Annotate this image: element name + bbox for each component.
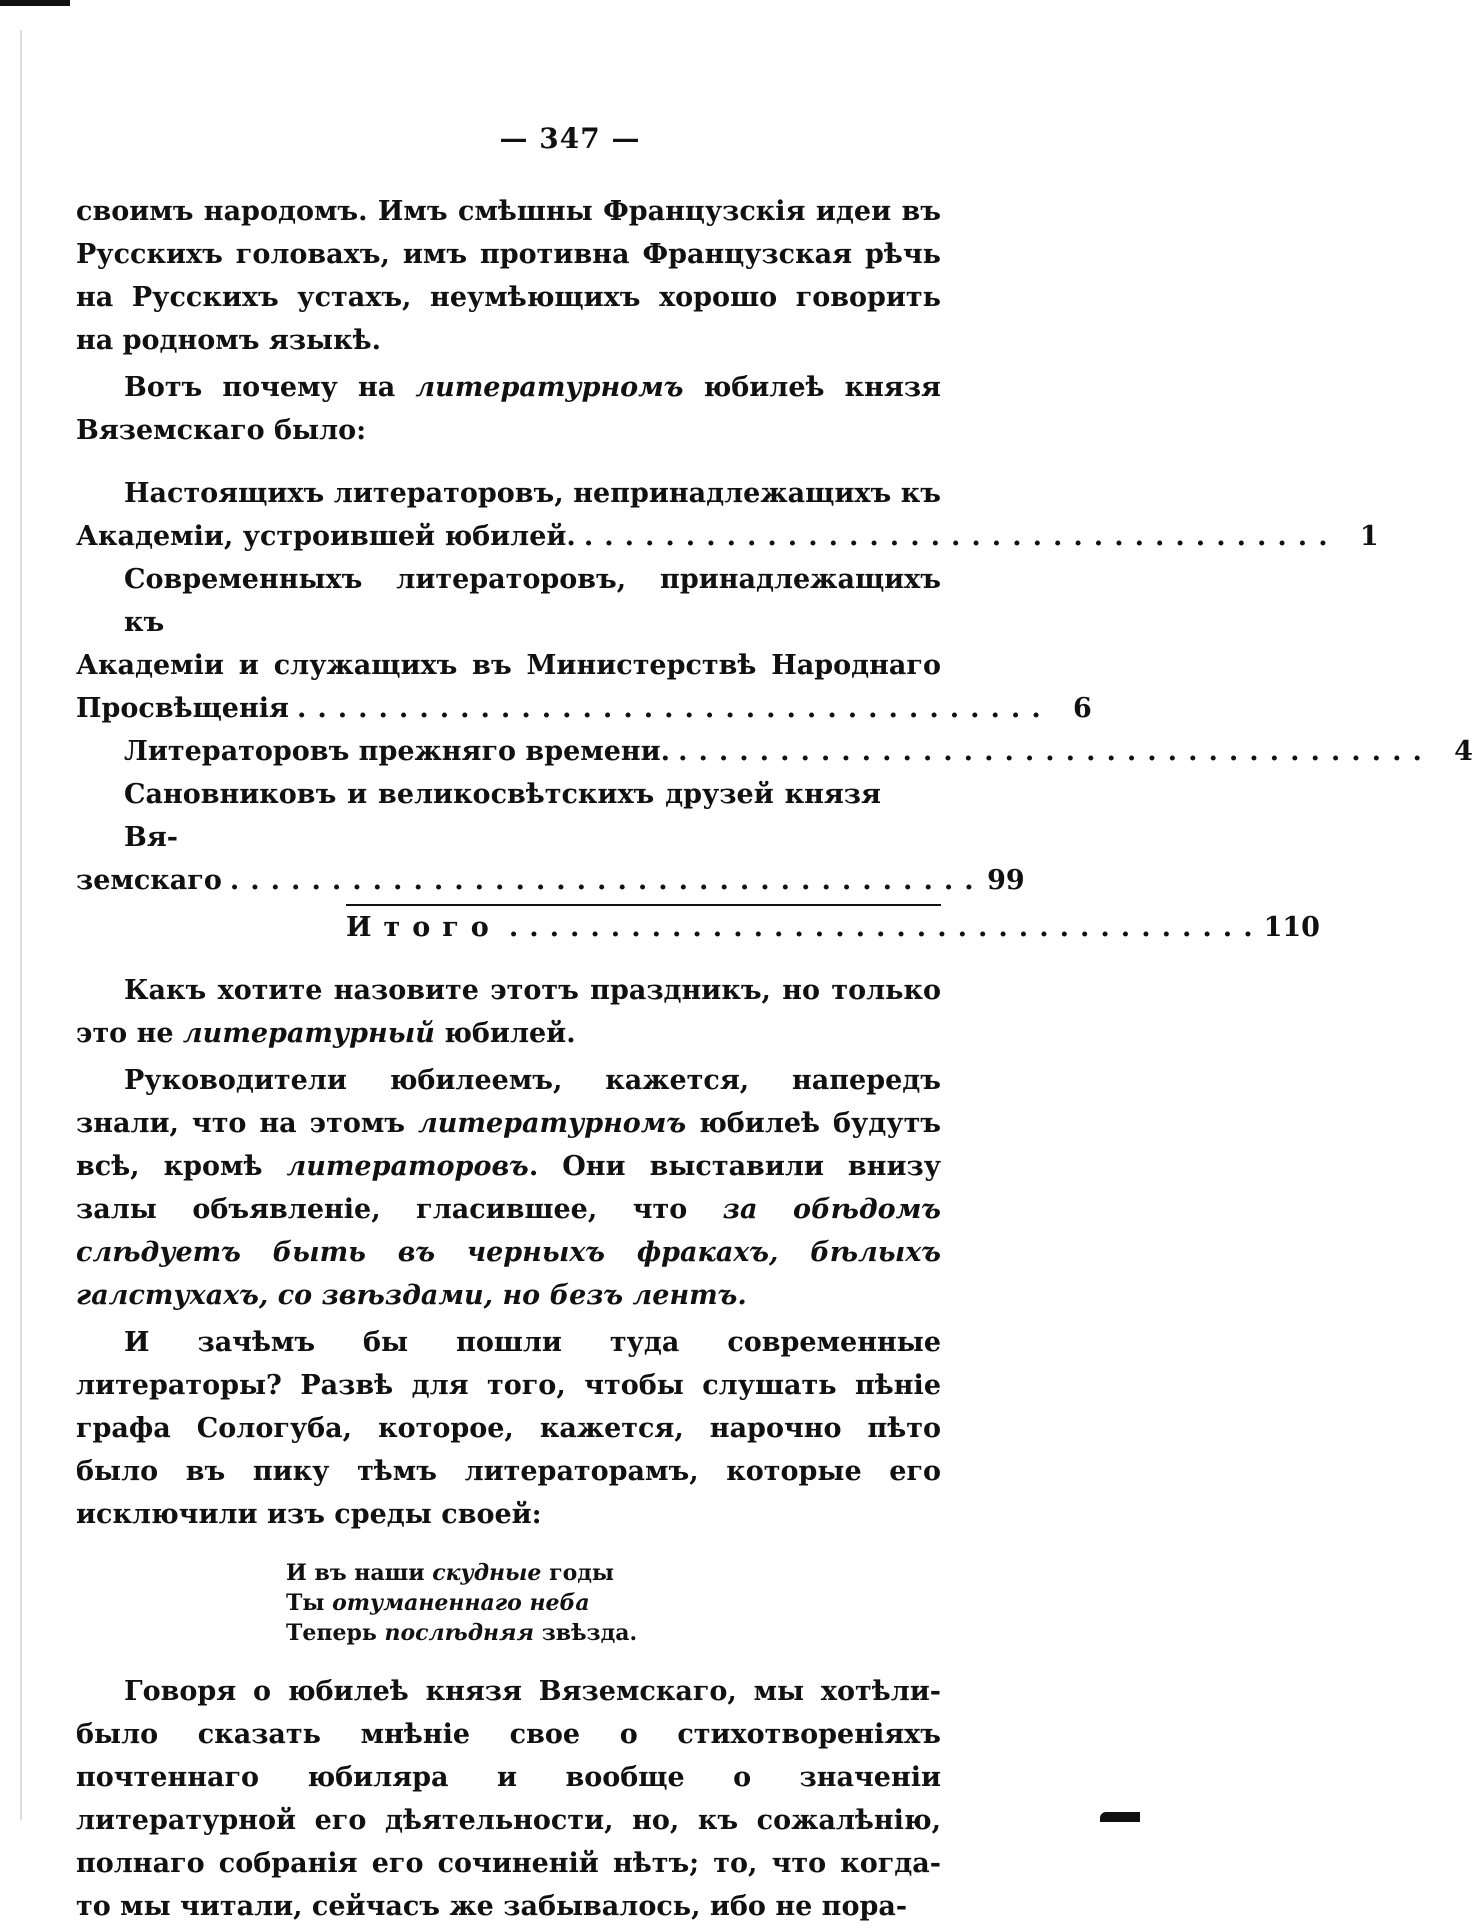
body-text [76, 190, 1473, 1928]
paragraph-continuation: своимъ народомъ. Имъ смѣшны Французскія идеи въ Русскихъ головахъ, имъ противна Французская рѣчь на Русскихъ устахъ, неумѣющихъ хорошо говорить на родномъ языкѣ. [76, 196, 941, 356]
poem-quote [286, 1558, 941, 1648]
poem-line-1 [286, 1558, 941, 1588]
tally-entry-3 [76, 730, 1473, 773]
italic-run: за обѣдомъ слѣдуетъ быть въ черныхъ фракахъ, бѣлыхъ галстухахъ, со звѣздами, но безъ лентъ. [76, 1194, 941, 1311]
italic-run: литературномъ [418, 1108, 687, 1139]
poem-line-3 [286, 1618, 941, 1648]
tally-count: 6 [1072, 693, 1092, 724]
tally-total [76, 906, 1320, 949]
text-run: юбилей. [434, 1018, 576, 1049]
paragraph-not-literary [76, 969, 941, 1055]
text-run: Руководители юбилеемъ, кажется, напередъ знали, что на этомъ [76, 1065, 941, 1139]
page-number: — 347 — [499, 122, 641, 155]
tally-entry-label: земскаго [76, 865, 222, 896]
italic-run: отуманеннаго неба [332, 1590, 590, 1616]
paragraph-why: И зачѣмъ бы пошли туда современные литераторы? Развѣ для того, чтобы слушать пѣніе графа Сологуба, которое, кажется, нарочно пѣто было въ пику тѣмъ литераторамъ, которые его исключили изъ среды своей: [76, 1327, 941, 1530]
tally-total-label: Итого [346, 912, 501, 943]
tally-count: 4 [1454, 736, 1473, 767]
text-run: звѣзда. [534, 1620, 638, 1646]
text-run: И въ наши [286, 1560, 433, 1586]
paragraph-organizers [76, 1059, 941, 1317]
scan-corner-mark-bottom [1100, 1812, 1140, 1822]
text-run: Какъ хотите назовите этотъ праздникъ, но только это не [76, 975, 941, 1049]
dot-leader: ..................................... [678, 736, 1433, 767]
paragraph-closing: Говоря о юбилеѣ князя Вяземскаго, мы хотѣли-было сказать мнѣніе свое о стихотвореніяхъ почтеннаго юбиляра и вообще о значеніи литературной его дѣятельности, но, къ сожалѣнію, полнаго собранія его сочиненій нѣтъ; то, что когда-то мы читали, сейчасъ же забывалось, ибо не пора- [76, 1676, 941, 1922]
dot-leader: ..................................... [583, 521, 1339, 552]
text-run: годы [541, 1560, 614, 1586]
tally-count: 1 [1359, 521, 1379, 552]
text-run: Ты [286, 1590, 333, 1616]
poem-line-2 [286, 1588, 941, 1618]
tally-entry-label: Просвѣщенія [76, 693, 289, 724]
italic-run: послѣдняя [384, 1620, 535, 1646]
text-run: Теперь [286, 1620, 385, 1646]
italic-run: литераторовъ [286, 1151, 529, 1182]
text-run: юбилеѣ будутъ всѣ, кромѣ [76, 1108, 942, 1182]
text-run: юбилеѣ князя Вяземскаго было: [76, 372, 941, 446]
dot-leader: ..................................... [508, 912, 1264, 943]
text-run: Вотъ почему на [124, 372, 416, 403]
dot-leader: ..................................... [296, 693, 1052, 724]
tally-entry-2 [76, 687, 1092, 730]
attendance-tally [76, 472, 1473, 949]
italic-run: литературномъ [415, 372, 684, 403]
text-run: . Они выставили внизу залы объявленіе, гласившее, что [76, 1151, 941, 1225]
tally-entry-1 [76, 515, 1379, 558]
tally-entry-2-line1: Современныхъ литераторовъ, принадлежащихъ къ [124, 564, 941, 638]
tally-total-value: 110 [1263, 912, 1320, 943]
tally-count: 99 [987, 865, 1025, 896]
tally-entry-1-line1: Настоящихъ литераторовъ, непринадлежащихъ къ [124, 478, 941, 509]
tally-entry-4-line1: Сановниковъ и великосвѣтскихъ друзей князя Вя- [124, 779, 881, 853]
paragraph-intro-list [76, 366, 941, 452]
scan-margin-line [20, 30, 22, 1820]
italic-run: литературный [182, 1018, 435, 1049]
tally-entry-label: Академіи, устроившей юбилей. [76, 521, 576, 552]
tally-entry-label: Литераторовъ прежняго времени. [124, 736, 671, 767]
dot-leader: ..................................... [229, 865, 985, 896]
italic-run: скудные [432, 1560, 542, 1586]
scan-corner-mark [0, 0, 70, 6]
tally-entry-4 [76, 859, 1025, 902]
tally-entry-2-line2: Академіи и служащихъ въ Министерствѣ Народнаго [76, 650, 941, 681]
